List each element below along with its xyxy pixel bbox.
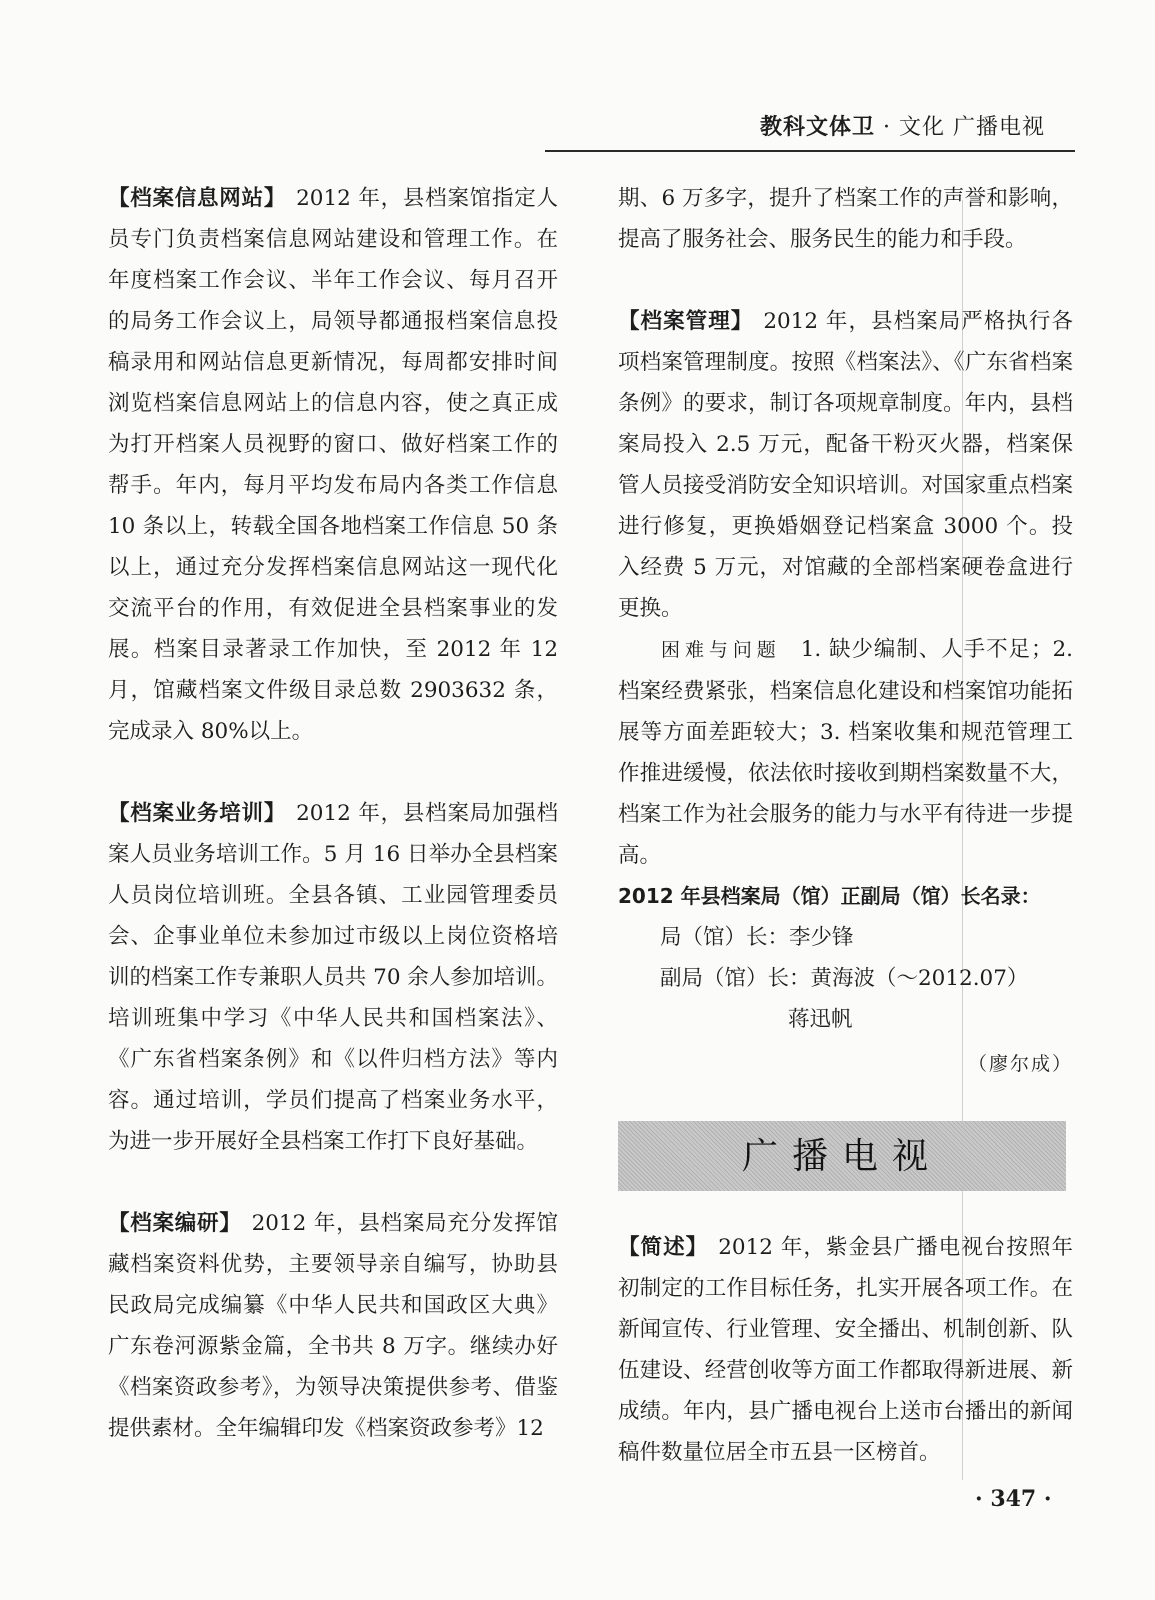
section-archive-training [108, 793, 558, 1162]
header-section: 教科文体卫 [759, 115, 875, 140]
section-title: 【档案管理】 [618, 309, 754, 334]
problems-title: 困难与问题 [661, 639, 781, 661]
left-column [108, 178, 558, 1449]
page-number: · 347 · [975, 1486, 1052, 1512]
section-text: 2012 年，县档案局充分发挥馆藏档案资料优势，主要领导亲自编写，协助县民政局完成编纂《中华人民共和国政区大典》广东卷河源紫金篇，全书共 8 万字。继续办好《档案资政参考》，为领导决策提供参考、借鉴提供素材。全年编辑印发《档案资政参考》12 [108, 1211, 558, 1441]
section-banner: 广播电视 [618, 1121, 1066, 1191]
director-row: 局（馆）长：李少锋 [660, 925, 854, 950]
right-column [618, 178, 1073, 1473]
deputy-row-continued: 蒋迅帆 [788, 1007, 853, 1032]
section-text: 2012 年，县档案局严格执行各项档案管理制度。按照《档案法》、《广东省档案条例》的要求，制订各项规章制度。年内，县档案局投入 2.5 万元，配备干粉灭火器，档案保管人员接受消防安全知识培训。对国家重点档案进行修复，更换婚姻登记档案盒 3000 个。投入经费 5 万元，对馆藏的全部档案硬卷盒进行更换。 [618, 309, 1073, 621]
director-list-title: 2012 年县档案局（馆）正副局（馆）长名录： [618, 884, 1041, 908]
section-archive-management [618, 301, 1073, 629]
header-sub: 文化 广播电视 [899, 115, 1045, 140]
section-title: 【档案信息网站】 [108, 186, 287, 211]
running-header [545, 110, 1045, 141]
section-title: 【档案编研】 [108, 1211, 242, 1236]
section-text: 2012 年，县档案局加强档案人员业务培训工作。5 月 16 日举办全县档案人员岗位培训班。全县各镇、工业园管理委员会、企事业单位未参加过市级以上岗位资格培训的档案工作专兼职人员共 70 余人参加培训。培训班集中学习《中华人民共和国档案法》、《广东省档案条例》和《以件归档方法》等内容。通过培训，学员们提高了档案业务水平，为进一步开展好全县档案工作打下良好基础。 [108, 801, 558, 1154]
section-text: 2012 年，紫金县广播电视台按照年初制定的工作目标任务，扎实开展各项工作。在新闻宣传、行业管理、安全播出、机制创新、队伍建设、经营创收等方面工作都取得新进展、新成绩。年内，县广播电视台上送市台播出的新闻稿件数量位居全市五县一区榜首。 [618, 1235, 1073, 1465]
section-archive-website [108, 178, 558, 752]
section-brief [618, 1227, 1073, 1473]
continuation-text: 期、6 万多字，提升了档案工作的声誉和影响，提高了服务社会、服务民生的能力和手段。 [618, 186, 1073, 252]
section-title: 【简述】 [618, 1235, 709, 1260]
section-text: 2012 年，县档案馆指定人员专门负责档案信息网站建设和管理工作。在年度档案工作会议、半年工作会议、每月召开的局务工作会议上，局领导都通报档案信息投稿录用和网站信息更新情况，每周都安排时间浏览档案信息网站上的信息内容，使之真正成为打开档案人员视野的窗口、做好档案工作的帮手。年内，每月平均发布局内各类工作信息 10 条以上，转载全国各地档案工作信息 50 条以上，通过充分发挥档案信息网站这一现代化交流平台的作用，有效促进全县档案事业的发展。档案目录著录工作加快，至 2012 年 12 月，馆藏档案文件级目录总数 2903632 条，完成录入 80%以上。 [108, 186, 558, 744]
section-archive-editing [108, 1203, 558, 1449]
deputy-row: 副局（馆）长：黄海波（～2012.07） [660, 966, 1029, 991]
author-credit: （廖尔成） [967, 1053, 1073, 1075]
section-title: 【档案业务培训】 [108, 801, 287, 826]
section-problems [618, 629, 1073, 876]
header-rule [545, 150, 1075, 152]
header-dot: · [883, 115, 891, 140]
problems-text: 1. 缺少编制、人手不足；2. 档案经费紧张，档案信息化建设和档案馆功能拓展等方面差距较大；3. 档案收集和规范管理工作推进缓慢，依法依时接收到期档案数量不大，档案工作为社会服务的能力与水平有待进一步提高。 [618, 637, 1073, 868]
